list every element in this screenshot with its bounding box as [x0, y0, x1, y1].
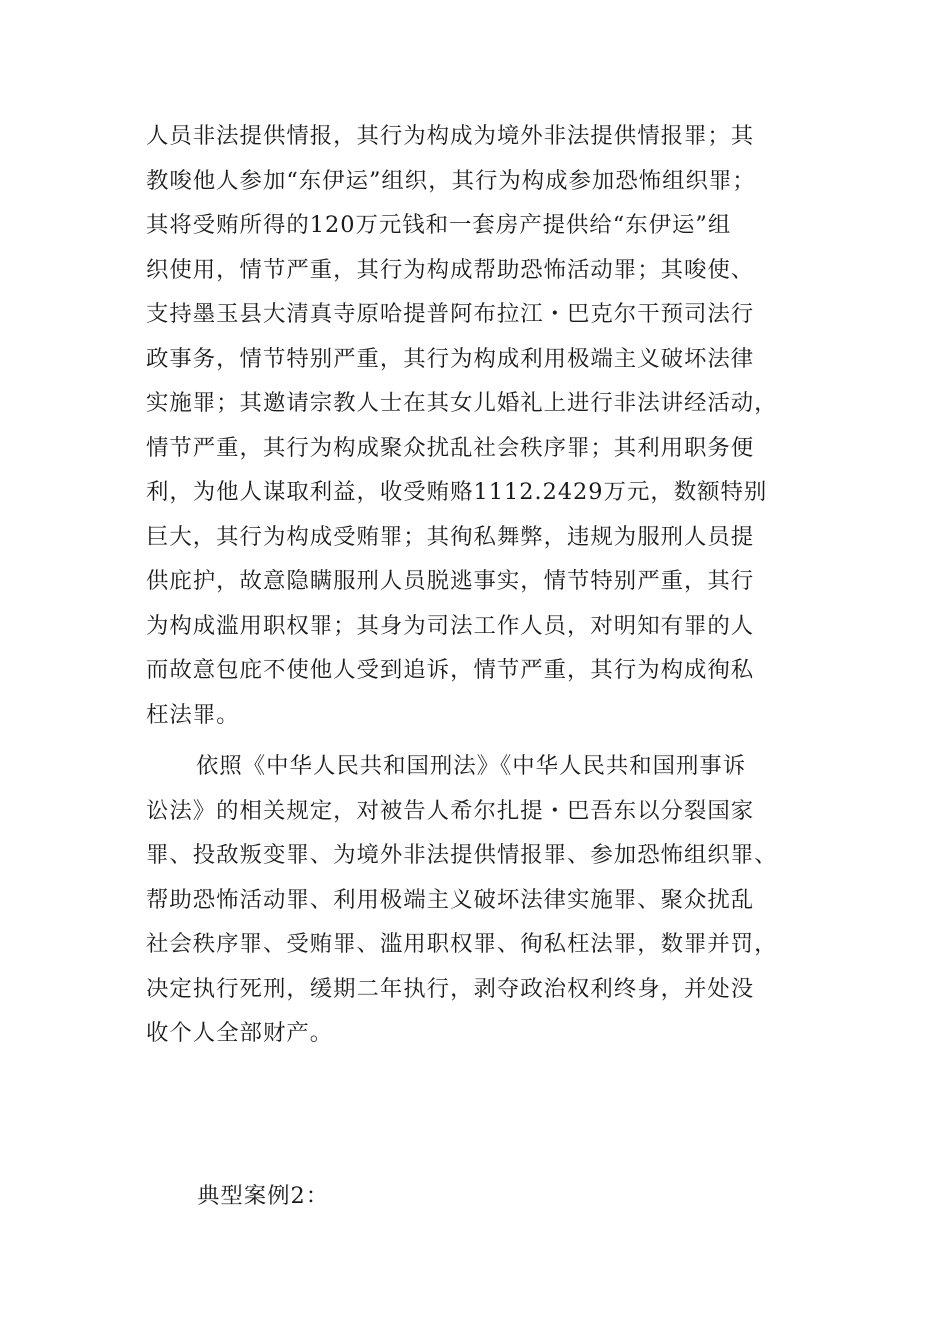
paragraph-2 — [146, 744, 818, 1056]
paragraph-1-line: 政事务，情节特别严重，其行为构成利用极端主义破坏法律 — [146, 345, 755, 372]
paragraph-2-line: 社会秩序罪、受贿罪、滥用职权罪、徇私枉法罪，数罪并罚， — [146, 931, 778, 957]
paragraph-1-line: 情节严重，其行为构成聚众扰乱社会秩序罪；其利用职务便 — [146, 434, 755, 461]
paragraph-2-line: 罪、投敌叛变罪、为境外非法提供情报罪、参加恐怖组织罪、 — [146, 842, 778, 868]
paragraph-2-line: 依照《中华人民共和国刑法》《中华人民共和国刑事诉 — [196, 753, 747, 779]
paragraph-1-line: 其将受贿所得的120万元钱和一套房产提供给“东伊运”组 — [146, 212, 732, 238]
paragraph-1-line: 人员非法提供情报，其行为构成为境外非法提供情报罪；其 — [146, 123, 755, 149]
paragraph-2-line: 讼法》的相关规定，对被告人希尔扎提・巴吾东以分裂国家 — [146, 797, 755, 824]
paragraph-1-line: 巨大，其行为构成受贿罪；其徇私舞弊，违规为服刑人员提 — [146, 523, 755, 550]
paragraph-1-line: 教唆他人参加“东伊运”组织，其行为构成参加恐怖组织罪； — [146, 167, 756, 194]
paragraph-1-line: 利，为他人谋取利益，收受贿赂1112.2429万元，数额特别 — [146, 479, 768, 505]
paragraph-1-line: 实施罪；其邀请宗教人士在其女儿婚礼上进行非法讲经活动， — [146, 390, 778, 416]
paragraph-1-line: 枉法罪。 — [146, 701, 240, 728]
paragraph-1-line: 织使用，情节严重，其行为构成帮助恐怖活动罪；其唆使、 — [146, 256, 755, 283]
paragraph-1-line: 为构成滥用职权罪；其身为司法工作人员，对明知有罪的人 — [146, 612, 755, 639]
paragraph-1-line: 支持墨玉县大清真寺原哈提普阿布拉江・巴克尔干预司法行 — [146, 301, 755, 327]
paragraph-1-line: 供庇护，故意隐瞒服刑人员脱逃事实，情节特别严重，其行 — [146, 568, 755, 594]
paragraph-2-line: 决定执行死刑，缓期二年执行，剥夺政治权利终身，并处没 — [146, 975, 755, 1002]
paragraph-1 — [146, 114, 818, 737]
paragraph-1-line: 而故意包庇不使他人受到追诉，情节严重，其行为构成徇私 — [146, 657, 755, 683]
paragraph-2-line: 帮助恐怖活动罪、利用极端主义破坏法律实施罪、聚众扰乱 — [146, 886, 755, 913]
case-heading: 典型案例2： — [197, 1183, 330, 1209]
paragraph-2-line: 收个人全部财产。 — [146, 1020, 334, 1046]
